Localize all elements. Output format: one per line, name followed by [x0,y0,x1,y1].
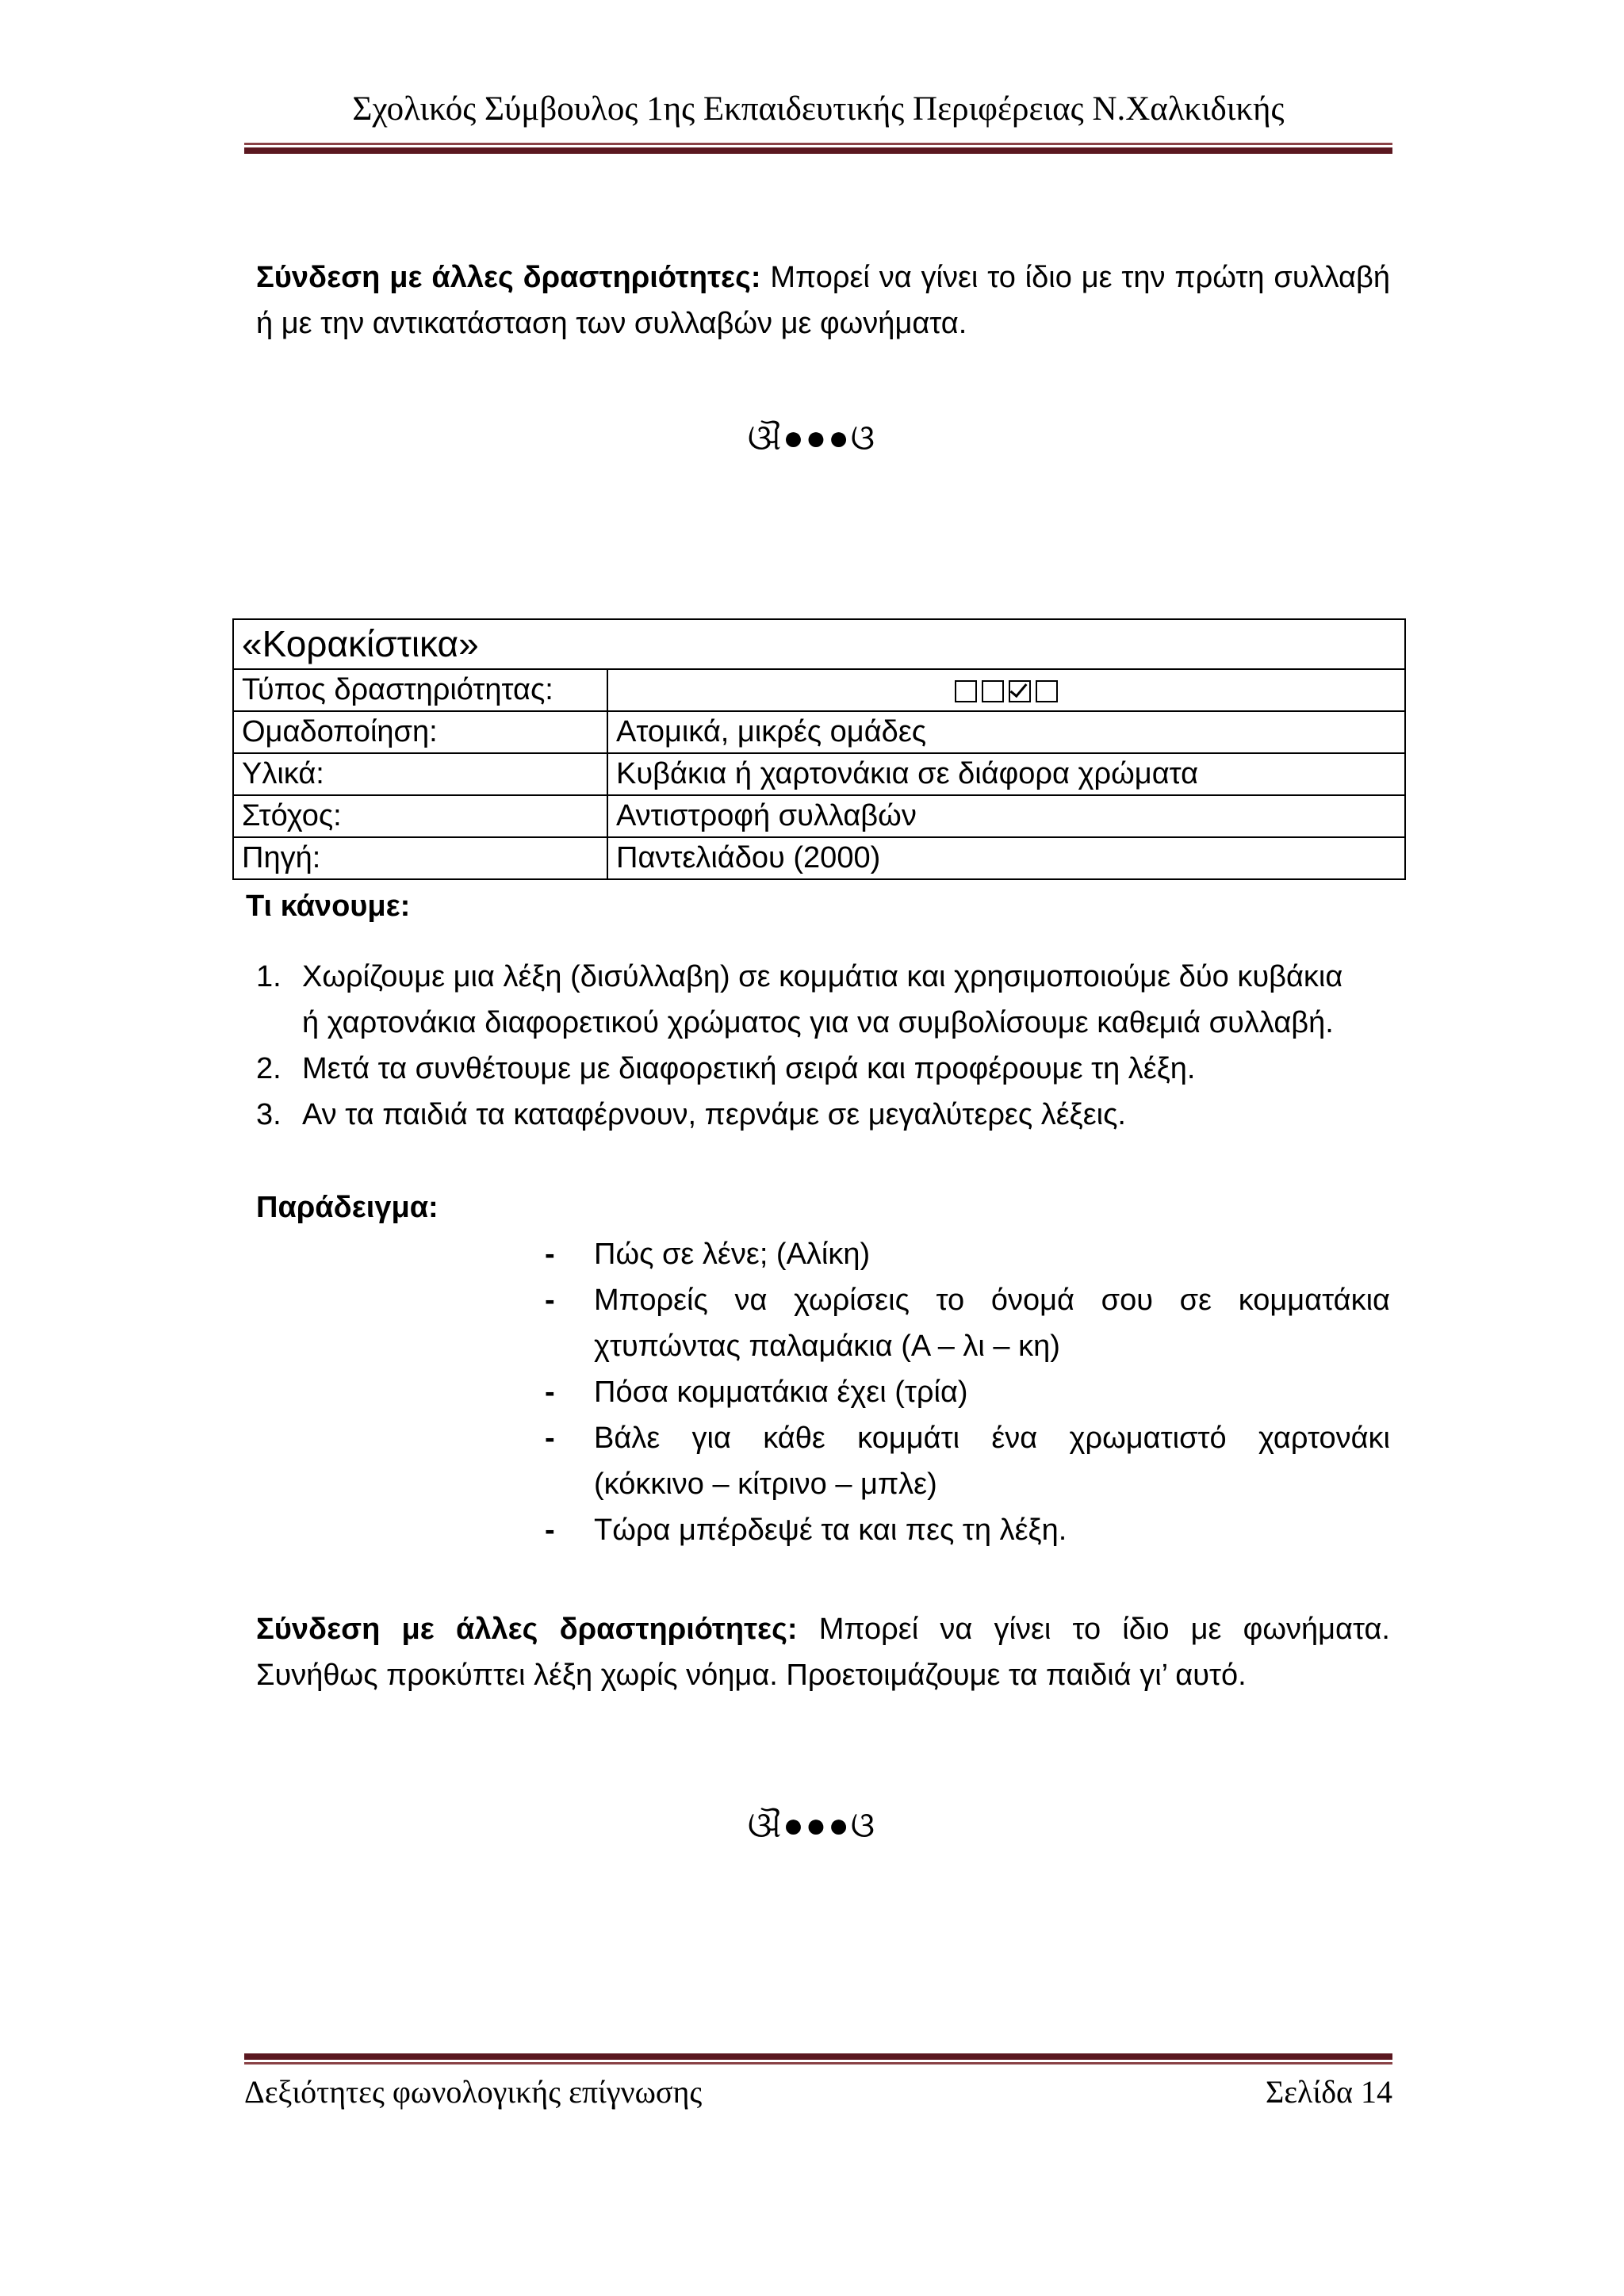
list-item: - Βάλε για κάθε κομμάτι ένα χρωματιστό χαρτονάκι (κόκκινο – κίτρινο – μπλε) [545,1415,1390,1507]
footer-title: Δεξιότητες φωνολογικής επίγνωσης [244,2074,703,2110]
connection-label: Σύνδεση με άλλες δραστηριότητες: [256,1613,798,1646]
connection-paragraph-1 [256,254,1390,346]
list-item: - Πώς σε λένε; (Αλίκη) [545,1231,1390,1277]
connection-text-line2: ή με την αντικατάσταση των συλλαβών με φωνήματα. [256,307,967,340]
example-heading: Παράδειγμα: [256,1191,439,1224]
row-value: Αντιστροφή συλλαβών [607,795,1405,837]
example-dialog-list [545,1231,1390,1553]
activity-table [232,618,1406,880]
page-header: Σχολικός Σύμβουλος 1ης Εκπαιδευτικής Περιφέρειας Ν.Χαλκιδικής [352,90,1285,128]
table-row [233,837,1405,879]
row-label: Ομαδοποίηση: [233,711,607,753]
table-row [233,795,1405,837]
footer-rule [244,2053,1392,2064]
steps-list [256,954,1390,1138]
what-we-do-heading: Τι κάνουμε: [246,890,411,923]
checkbox-icon [955,680,977,702]
step-number: 3. [256,1098,282,1131]
activity-type-checkboxes [607,669,1405,711]
dash-bullet: - [545,1513,555,1547]
checkbox-icon [1036,680,1058,702]
step-number: 2. [256,1052,282,1085]
table-row [233,669,1405,711]
list-item: 3. Αν τα παιδιά τα καταφέρνουν, περνάμε σε μεγαλύτερες λέξεις. [256,1092,1390,1138]
section-separator: ଔ●●●ଓ [747,1806,877,1845]
dash-bullet: - [545,1238,555,1271]
dash-bullet: - [545,1422,555,1455]
connection-label: Σύνδεση με άλλες δραστηριότητες: [256,261,761,294]
connection-paragraph-2 [256,1606,1390,1698]
list-item: - Πόσα κομματάκια έχει (τρία) [545,1369,1390,1415]
dash-bullet: - [545,1284,555,1317]
connection-text: Μπορεί να γίνει το ίδιο με την πρώτη συλλαβή [760,261,1390,294]
row-value: Παντελιάδου (2000) [607,837,1405,879]
header-rule [244,143,1392,154]
activity-title: «Κορακίστικα» [233,619,1405,669]
table-row [233,711,1405,753]
checkbox-checked-icon [1009,680,1031,702]
row-label: Πηγή: [233,837,607,879]
table-row [233,753,1405,795]
row-label: Τύπος δραστηριότητας: [233,669,607,711]
list-item: 1. Χωρίζουμε μια λέξη (δισύλλαβη) σε κομμάτια και χρησιμοποιούμε δύο κυβάκια ή χαρτονάκια διαφορετικού χρώματος για να συμβολίσουμε καθεμιά συλλαβή. [256,954,1390,1046]
page-number: Σελίδα 14 [1265,2074,1392,2110]
connection-text-line2: Συνήθως προκύπτει λέξη χωρίς νόημα. Προετοιμάζουμε τα παιδιά γι’ αυτό. [256,1659,1247,1692]
step-number: 1. [256,960,282,993]
row-value: Ατομικά, μικρές ομάδες [607,711,1405,753]
checkbox-icon [982,680,1004,702]
list-item: - Τώρα μπέρδεψέ τα και πες τη λέξη. [545,1507,1390,1553]
section-separator: ଔ●●●ଓ [747,419,877,457]
row-label: Στόχος: [233,795,607,837]
list-item: - Μπορείς να χωρίσεις το όνομά σου σε κομματάκια χτυπώντας παλαμάκια (Α – λι – κη) [545,1277,1390,1369]
row-label: Υλικά: [233,753,607,795]
row-value: Κυβάκια ή χαρτονάκια σε διάφορα χρώματα [607,753,1405,795]
connection-text: Μπορεί να γίνει το ίδιο με φωνήματα. [818,1613,1390,1646]
list-item: 2. Μετά τα συνθέτουμε με διαφορετική σειρά και προφέρουμε τη λέξη. [256,1046,1390,1092]
dash-bullet: - [545,1376,555,1409]
